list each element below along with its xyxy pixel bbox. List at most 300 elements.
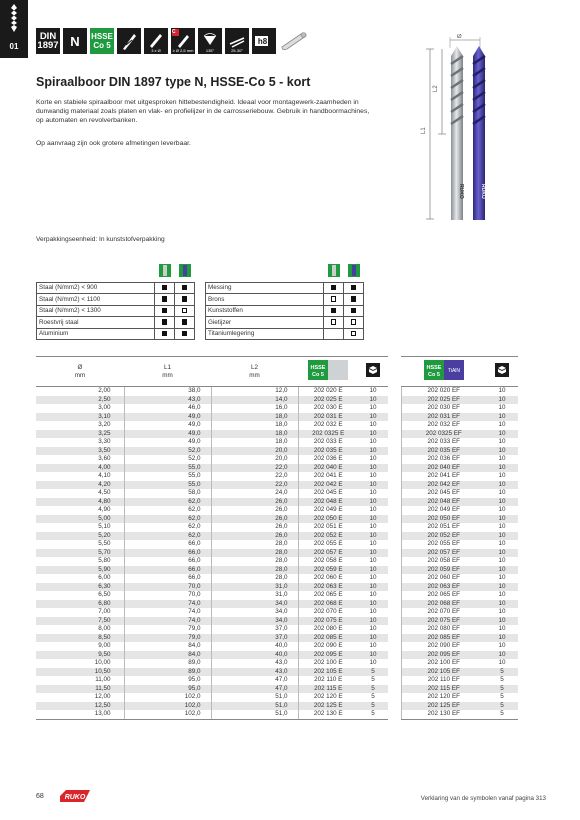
l2-cell: 37,0: [211, 625, 298, 634]
article-tialn-cell: 202 058 EF: [401, 557, 486, 566]
symbol-row: [36, 28, 309, 54]
pack-hsse-cell: 10: [358, 481, 388, 490]
table-row: [36, 566, 518, 575]
article-tialn-cell: 202 031 EF: [401, 413, 486, 422]
table-row: [36, 583, 518, 592]
l1-cell: 70,0: [124, 583, 211, 592]
article-hsse-cell: 202 058 E: [298, 557, 358, 566]
l2-cell: 26,0: [211, 523, 298, 532]
l2-cell: 20,0: [211, 447, 298, 456]
l1-cell: 74,0: [124, 617, 211, 626]
diameter-cell: 5,90: [36, 566, 124, 575]
l2-cell: 28,0: [211, 557, 298, 566]
diameter-cell: 5,20: [36, 532, 124, 541]
pack-hsse-cell: 10: [358, 396, 388, 405]
table-row: [36, 591, 518, 600]
material-row: [206, 294, 364, 306]
table-row: [36, 464, 518, 473]
article-hsse-cell: 202 075 E: [298, 617, 358, 626]
pack-tialn-cell: 10: [486, 532, 518, 541]
article-tialn-cell: 202 125 EF: [401, 702, 486, 711]
l2-cell: 47,0: [211, 676, 298, 685]
suitability-hsse: [324, 328, 344, 340]
diameter-cell: 8,00: [98, 625, 111, 632]
tialn-drill-icon: [179, 264, 191, 277]
l1-cell: 102,0: [124, 702, 211, 711]
diameter-cell: 4,90: [98, 506, 111, 513]
l2-cell: 51,0: [211, 702, 298, 711]
diameter-cell: 5,10: [98, 523, 111, 530]
pack-hsse-cell: 10: [358, 464, 388, 473]
table-row: [36, 608, 518, 617]
request-note: Op aanvraag zijn ook grotere afmetingen leverbaar.: [36, 140, 191, 147]
table-row: [36, 430, 518, 439]
dim-diameter: Ø: [457, 34, 462, 40]
filled-square-icon: [182, 319, 188, 325]
table-row: [36, 710, 518, 719]
table-row: [36, 515, 518, 524]
article-tialn-cell: 202 032 EF: [401, 421, 486, 430]
col-l1: L1 mm: [124, 357, 211, 387]
filled-square-icon: [162, 285, 168, 291]
pack-hsse-cell: 10: [358, 634, 388, 643]
diameter-cell: 6,80: [36, 600, 124, 609]
l1-cell: 74,0: [124, 608, 211, 617]
suitability-tialn: [344, 282, 364, 294]
page-number: 68: [36, 793, 44, 800]
type-symbol: [63, 28, 87, 54]
hsse-drill-icon: [159, 264, 171, 277]
l1-cell: 55,0: [124, 464, 211, 473]
l1-cell: 62,0: [124, 523, 211, 532]
filled-square-icon: [182, 285, 188, 291]
col-article-hsse: [298, 357, 358, 387]
material-table-left: [36, 262, 195, 340]
din-number: 1897: [37, 40, 59, 51]
l2-cell: 22,0: [211, 481, 298, 490]
article-hsse-cell: 202 036 E: [298, 455, 358, 464]
diameter-cell: 9,00: [98, 642, 111, 649]
article-tialn-cell: 202 068 EF: [401, 600, 486, 609]
suitability-tialn: [344, 305, 364, 317]
article-tialn-cell: 202 063 EF: [401, 583, 486, 592]
pack-hsse-cell: 10: [358, 532, 388, 541]
drill-type-icon: [117, 28, 141, 54]
l1-cell: 66,0: [124, 549, 211, 558]
col-pack-tialn: [486, 357, 518, 387]
material-name: Titaniumlegering: [206, 328, 324, 340]
l2-cell: 14,0: [211, 396, 298, 405]
packaging-note: Verpakkingseenheid: In kunststofverpakking: [36, 236, 165, 243]
pack-tialn-cell: 10: [498, 591, 506, 598]
table-row: [36, 549, 518, 558]
table-row: [36, 676, 518, 685]
pack-tialn-cell: 10: [486, 600, 518, 609]
section-number: 01: [9, 42, 19, 51]
pack-tialn-cell: 10: [486, 651, 518, 660]
hsse-badge: [308, 360, 348, 380]
article-tialn-cell: 202 059 EF: [401, 566, 486, 575]
package-icon: [366, 363, 380, 377]
pack-tialn-cell: 10: [498, 608, 506, 615]
l1-cell: 74,0: [124, 600, 211, 609]
diameter-cell: 5,50: [98, 540, 111, 547]
l1-cell: 95,0: [124, 676, 211, 685]
l2-cell: 22,0: [211, 472, 298, 481]
l2-cell: 26,0: [211, 498, 298, 507]
article-tialn-cell: 202 035 EF: [401, 447, 486, 456]
diameter-cell: 11,50: [36, 685, 124, 694]
article-hsse-cell: 202 052 E: [298, 532, 358, 541]
material-name: Staal (N/mm2) < 1300: [37, 305, 155, 317]
pack-tialn-cell: 5: [486, 668, 518, 677]
drill-bit-icon: [10, 4, 18, 32]
empty-square-icon: [182, 308, 188, 314]
table-row: [36, 404, 518, 413]
diameter-cell: 12,00: [94, 693, 111, 700]
empty-square-icon: [351, 331, 357, 337]
empty-square-icon: [351, 319, 357, 325]
l1-cell: 79,0: [124, 625, 211, 634]
article-tialn-cell: 202 036 EF: [401, 455, 486, 464]
suitability-tialn: [344, 317, 364, 329]
article-tialn-cell: 202 110 EF: [401, 676, 486, 685]
article-tialn-cell: 202 090 EF: [401, 642, 486, 651]
suitability-hsse: [324, 317, 344, 329]
pack-hsse-cell: 10: [358, 600, 388, 609]
l1-cell: 55,0: [124, 472, 211, 481]
diameter-cell: 6,30: [36, 583, 124, 592]
filled-square-icon: [182, 296, 188, 302]
l1-cell: 102,0: [124, 710, 211, 719]
article-hsse-cell: 202 085 E: [298, 634, 358, 643]
suitability-hsse: [324, 282, 344, 294]
diameter-cell: 3,60: [98, 455, 111, 462]
l2-cell: 34,0: [211, 608, 298, 617]
suitability-hsse: [155, 282, 175, 294]
table-row: [36, 498, 518, 507]
article-tialn-cell: 202 075 EF: [401, 617, 486, 626]
l2-cell: 18,0: [211, 413, 298, 422]
article-hsse-cell: 202 0325 E: [298, 430, 358, 439]
article-hsse-cell: 202 031 E: [298, 413, 358, 422]
pack-tialn-cell: 10: [486, 583, 518, 592]
suitability-tialn: [344, 328, 364, 340]
article-hsse-cell: 202 050 E: [298, 515, 358, 524]
pack-tialn-cell: 5: [486, 702, 518, 711]
table-row: [36, 574, 518, 583]
pack-tialn-cell: 5: [486, 710, 518, 719]
l2-cell: 26,0: [211, 506, 298, 515]
pack-tialn-cell: 10: [498, 659, 506, 666]
l2-cell: 40,0: [211, 651, 298, 660]
l2-cell: 28,0: [211, 540, 298, 549]
article-hsse-cell: 202 025 E: [298, 396, 358, 405]
pack-hsse-cell: 5: [358, 710, 388, 719]
pack-tialn-cell: 10: [498, 574, 506, 581]
l1-cell: 66,0: [124, 557, 211, 566]
table-row: [36, 617, 518, 626]
material-name: Staal (N/mm2) < 1100: [37, 294, 155, 306]
filled-square-icon: [351, 296, 357, 302]
diameter-cell: 5,80: [98, 557, 111, 564]
suitability-hsse: [155, 317, 175, 329]
l2-cell: 51,0: [211, 710, 298, 719]
article-hsse-cell: 202 063 E: [298, 583, 358, 592]
section-tab: [0, 0, 28, 58]
article-tialn-cell: 202 100 EF: [401, 659, 486, 668]
pack-hsse-cell: 10: [358, 413, 388, 422]
pack-tialn-cell: 10: [486, 515, 518, 524]
material-table-right: [205, 262, 364, 340]
table-row: [36, 438, 518, 447]
article-tialn-cell: 202 042 EF: [401, 481, 486, 490]
brand-engraving-steel: RUKO: [458, 184, 464, 199]
l2-cell: 20,0: [211, 455, 298, 464]
pack-tialn-cell: 10: [486, 566, 518, 575]
pack-tialn-cell: 10: [498, 455, 506, 462]
tialn-badge: [424, 360, 464, 380]
l2-cell: 31,0: [211, 583, 298, 592]
l2-cell: 37,0: [211, 634, 298, 643]
article-tialn-cell: 202 048 EF: [401, 498, 486, 507]
brand-engraving-tialn: RUKO: [480, 184, 486, 199]
l2-cell: 26,0: [211, 532, 298, 541]
pack-hsse-cell: 5: [371, 693, 375, 700]
article-hsse-cell: 202 041 E: [298, 472, 358, 481]
article-tialn-cell: 202 105 EF: [401, 668, 486, 677]
article-table: [36, 356, 518, 720]
article-hsse-cell: 202 030 E: [298, 404, 358, 413]
pack-hsse-cell: 10: [358, 566, 388, 575]
diameter-cell: 9,50: [36, 651, 124, 660]
l2-cell: 28,0: [211, 549, 298, 558]
table-row: [36, 600, 518, 609]
pack-hsse-cell: 10: [369, 421, 377, 428]
l2-cell: 43,0: [211, 659, 298, 668]
l2-cell: 18,0: [211, 430, 298, 439]
material-row: [206, 328, 364, 340]
type-label: N: [70, 33, 80, 49]
article-tialn-cell: 202 0325 EF: [401, 430, 486, 439]
article-tialn-cell: 202 085 EF: [401, 634, 486, 643]
l2-cell: 31,0: [211, 591, 298, 600]
table-row: [36, 481, 518, 490]
diameter-cell: 10,00: [94, 659, 111, 666]
diameter-cell: 2,50: [36, 396, 124, 405]
l1-cell: 55,0: [124, 481, 211, 490]
suitability-tialn: [175, 282, 195, 294]
pack-hsse-cell: 10: [358, 617, 388, 626]
table-row: [36, 532, 518, 541]
diameter-cell: 3,00: [98, 404, 111, 411]
l2-cell: 22,0: [211, 464, 298, 473]
l1-cell: 70,0: [124, 591, 211, 600]
svg-text:Co 5: Co 5: [427, 372, 440, 378]
pack-tialn-cell: 10: [498, 489, 506, 496]
article-hsse-cell: 202 100 E: [298, 659, 358, 668]
pack-tialn-cell: 10: [486, 464, 518, 473]
article-tialn-cell: 202 025 EF: [401, 396, 486, 405]
pack-hsse-cell: 10: [369, 625, 377, 632]
table-row: [36, 447, 518, 456]
pack-tialn-cell: 10: [498, 421, 506, 428]
l1-cell: 49,0: [124, 438, 211, 447]
table-row: [36, 413, 518, 422]
l1-cell: 62,0: [124, 515, 211, 524]
filled-square-icon: [162, 308, 168, 314]
l1-cell: 102,0: [124, 693, 211, 702]
l1-cell: 52,0: [124, 447, 211, 456]
pack-hsse-cell: 10: [358, 447, 388, 456]
diameter-cell: 11,00: [95, 676, 111, 683]
article-hsse-cell: 202 055 E: [298, 540, 358, 549]
article-tialn-cell: 202 030 EF: [401, 404, 486, 413]
l2-cell: 28,0: [211, 566, 298, 575]
l1-cell: 66,0: [124, 566, 211, 575]
l2-cell: 43,0: [211, 668, 298, 677]
l1-cell: 66,0: [124, 540, 211, 549]
table-row: [36, 472, 518, 481]
material-line2: Co 5: [93, 41, 111, 50]
shank-length-icon: [144, 28, 168, 54]
package-icon: [495, 363, 509, 377]
article-tialn-cell: 202 033 EF: [401, 438, 486, 447]
l1-cell: 84,0: [124, 651, 211, 660]
diameter-cell: 3,20: [98, 421, 111, 428]
material-name: Brons: [206, 294, 324, 306]
dim-l1: L1: [421, 127, 427, 134]
hsse-drill-icon: [328, 264, 340, 277]
article-hsse-cell: 202 045 E: [298, 489, 358, 498]
article-hsse-cell: 202 051 E: [298, 523, 358, 532]
filled-square-icon: [351, 308, 357, 314]
article-tialn-cell: 202 051 EF: [401, 523, 486, 532]
diameter-cell: 7,50: [36, 617, 124, 626]
article-hsse-cell: 202 105 E: [298, 668, 358, 677]
pack-hsse-cell: 10: [358, 651, 388, 660]
l1-cell: 84,0: [124, 642, 211, 651]
suitability-tialn: [175, 294, 195, 306]
pack-hsse-cell: 10: [369, 438, 377, 445]
l1-cell: 62,0: [124, 506, 211, 515]
svg-text:RUKO: RUKO: [64, 794, 86, 801]
article-hsse-cell: 202 110 E: [298, 676, 358, 685]
article-tialn-cell: 202 095 EF: [401, 651, 486, 660]
product-title: Spiraalboor DIN 1897 type N, HSSE-Co 5 - kort: [36, 75, 311, 89]
article-hsse-cell: 202 033 E: [298, 438, 358, 447]
article-tialn-cell: 202 055 EF: [401, 540, 486, 549]
svg-text:TiAlN: TiAlN: [447, 368, 460, 374]
table-row: [36, 387, 518, 396]
pack-tialn-cell: 10: [486, 617, 518, 626]
material-name: Staal (N/mm2) < 900: [37, 282, 155, 294]
pack-tialn-cell: 10: [498, 404, 506, 411]
col-pack-hsse: [358, 357, 388, 387]
article-hsse-cell: 202 040 E: [298, 464, 358, 473]
suitability-tialn: [175, 305, 195, 317]
article-tialn-cell: 202 060 EF: [401, 574, 486, 583]
pack-hsse-cell: 10: [369, 659, 377, 666]
l1-cell: 58,0: [124, 489, 211, 498]
tolerance-symbol: [252, 28, 276, 54]
filled-square-icon: [162, 319, 168, 325]
l1-cell: 89,0: [124, 659, 211, 668]
shank-cylinder-icon: [279, 28, 309, 54]
material-name: Kunststoffen: [206, 305, 324, 317]
diameter-cell: 4,10: [98, 472, 111, 479]
table-row: [36, 659, 518, 668]
product-description: Korte en stabiele spiraalboor met uitgesproken hittebestendigheid. Ideaal voor montagewerk-zaamheden in dunwandig materiaal zoals platen en vlak- en profielijzer in de carrosseriebouw. Gebruik in handboormachines, op automaten en revolverbanken.: [36, 99, 370, 124]
material-row: [206, 305, 364, 317]
article-tialn-cell: 202 080 EF: [401, 625, 486, 634]
article-tialn-cell: 202 045 EF: [401, 489, 486, 498]
suitability-hsse: [324, 305, 344, 317]
svg-text:HSSE: HSSE: [426, 365, 441, 371]
diameter-cell: 6,50: [98, 591, 111, 598]
pack-hsse-cell: 10: [369, 455, 377, 462]
suitability-hsse: [155, 294, 175, 306]
material-line1: HSSE: [91, 32, 113, 41]
l2-cell: 18,0: [211, 421, 298, 430]
article-hsse-cell: 202 059 E: [298, 566, 358, 575]
article-tialn-cell: 202 052 EF: [401, 532, 486, 541]
article-hsse-cell: 202 048 E: [298, 498, 358, 507]
col-diameter: Ø mm: [36, 357, 124, 387]
diameter-cell: 4,20: [36, 481, 124, 490]
pack-tialn-cell: 10: [498, 557, 506, 564]
l2-cell: 34,0: [211, 600, 298, 609]
table-row: [36, 489, 518, 498]
pack-tialn-cell: 10: [498, 387, 506, 394]
material-row: [206, 317, 364, 329]
pack-tialn-cell: 10: [486, 447, 518, 456]
article-hsse-cell: 202 070 E: [298, 608, 358, 617]
article-hsse-cell: 202 130 E: [298, 710, 358, 719]
pack-tialn-cell: 10: [498, 472, 506, 479]
l2-cell: 18,0: [211, 438, 298, 447]
diameter-cell: 8,50: [36, 634, 124, 643]
svg-text:HSSE: HSSE: [310, 365, 326, 371]
diameter-cell: 6,00: [98, 574, 111, 581]
angle-sub: 135°: [205, 48, 215, 53]
article-tialn-cell: 202 049 EF: [401, 506, 486, 515]
article-hsse-cell: 202 080 E: [298, 625, 358, 634]
dim-l2: L2: [433, 85, 439, 92]
pack-tialn-cell: 10: [486, 634, 518, 643]
diameter-cell: 10,50: [36, 668, 124, 677]
l2-cell: 28,0: [211, 574, 298, 583]
center-sub: ≥ Ø 2,5 mm: [172, 48, 194, 53]
table-row: [36, 523, 518, 532]
pack-hsse-cell: 10: [358, 430, 388, 439]
diameter-cell: 13,00: [36, 710, 124, 719]
pack-hsse-cell: 5: [358, 702, 388, 711]
helix-angle-icon: [225, 28, 249, 54]
table-row: [36, 702, 518, 711]
article-tialn-cell: 202 040 EF: [401, 464, 486, 473]
center-point-icon: C ≥ Ø 2,5 mm: [172, 29, 194, 53]
pack-tialn-cell: 5: [500, 693, 504, 700]
suitability-tialn: [344, 294, 364, 306]
din-label: DIN: [39, 31, 57, 42]
diameter-cell: 4,00: [36, 464, 124, 473]
material-name: Roestvrij staal: [37, 317, 155, 329]
filled-square-icon: [351, 285, 357, 291]
article-tialn-cell: 202 065 EF: [401, 591, 486, 600]
symbol-reference-note: Verklaring van de symbolen vanaf pagina 313: [420, 795, 546, 802]
pack-hsse-cell: 10: [369, 557, 377, 564]
